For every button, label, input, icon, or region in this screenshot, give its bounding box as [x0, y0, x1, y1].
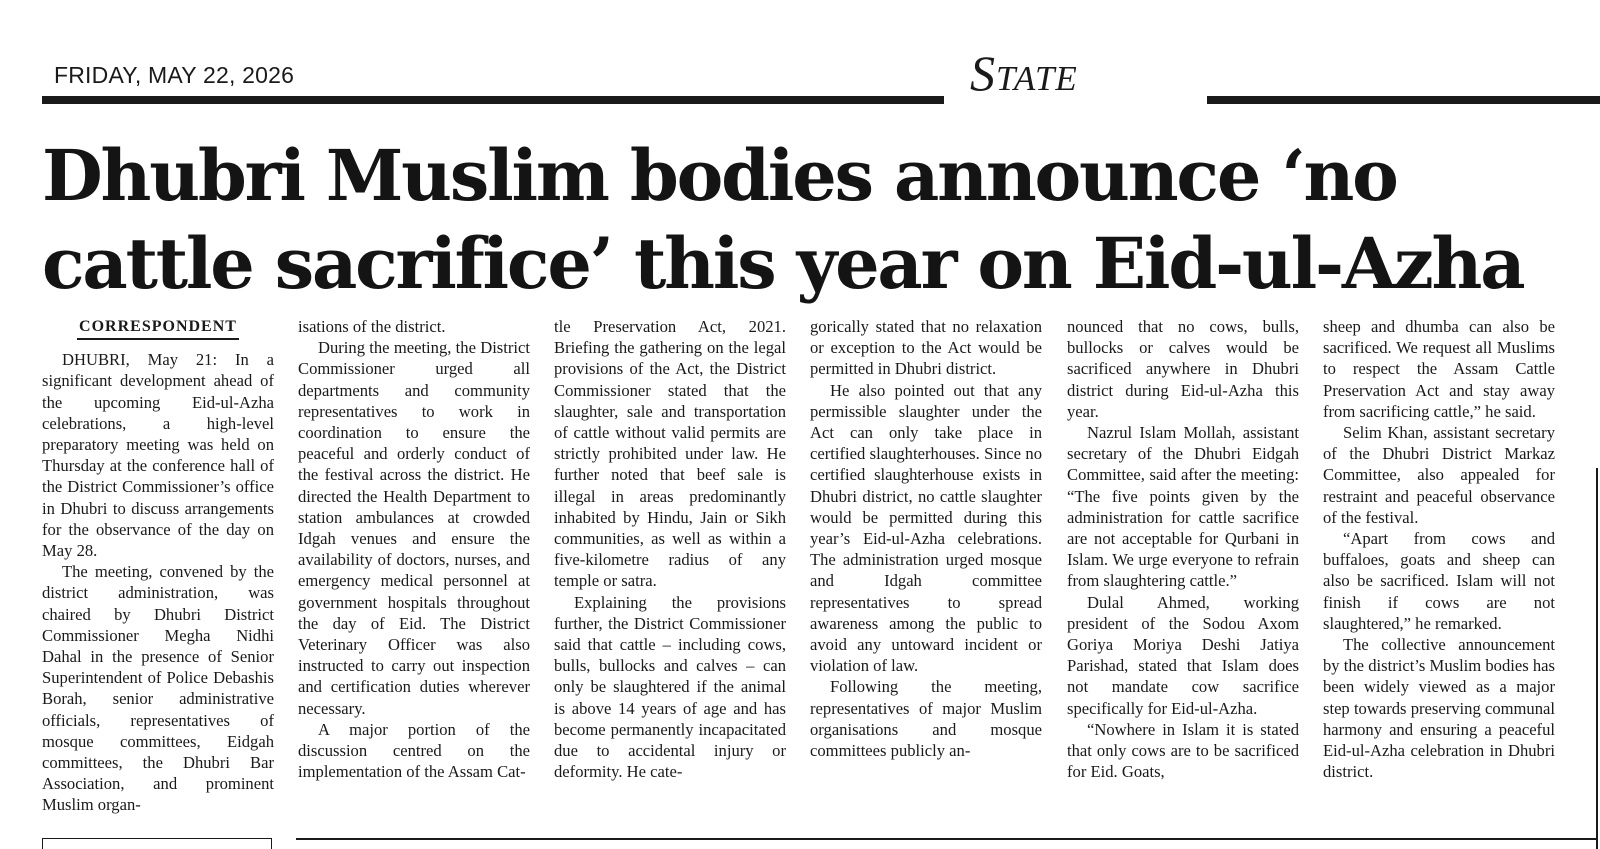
paragraph: gorically stated that no relaxation or exception to the Act would be permitted in Dhubri district. — [810, 317, 1042, 379]
article-column-2 — [298, 316, 530, 828]
paragraph: DHUBRI, May 21: In a significant development ahead of the upcoming Eid-ul-Azha celebrations, a high-level preparatory meeting was held on Thursday at the conference hall of the District Commissioner’s office in Dhubri to discuss arrangements for the observance of the day on May 28. — [42, 350, 274, 561]
paragraph: A major portion of the discussion centred on the implementation of the Assam Cat- — [298, 719, 530, 782]
paragraph: Dulal Ahmed, working president of the Sodou Axom Goriya Moriya Deshi Jatiya Parishad, stated that Islam does not mandate cow sacrifice specifically for Eid-ul-Azha. — [1067, 592, 1299, 718]
header-rule-left — [42, 96, 944, 104]
paragraph: “Apart from cows and buffaloes, goats and sheep can also be sacrificed. Islam will not finish if cows are not slaughtered,” he remarked. — [1323, 529, 1555, 633]
paragraph: Explaining the provisions further, the District Commissioner said that cattle – including cows, bulls, bullocks and calves – can only be slaughtered if the animal is above 14 years of age and has become permanently incapacitated due to accidental injury or deformity. He cate- — [554, 592, 786, 782]
byline-text: CORRESPONDENT — [77, 318, 239, 340]
paragraph: isations of the district. — [298, 317, 446, 336]
article-body — [42, 316, 1592, 828]
article-column-6 — [1323, 316, 1555, 828]
article-headline: Dhubri Muslim bodies announce ‘no cattle sacrifice’ this year on Eid-ul-Azha — [42, 134, 1524, 305]
paragraph: Following the meeting, representatives of major Muslim organisations and mosque committees publicly an- — [810, 677, 1042, 761]
publication-date: FRIDAY, MAY 22, 2026 — [54, 62, 295, 88]
paragraph: The collective announcement by the district’s Muslim bodies has been widely viewed as a major step towards preserving communal harmony and ensuring a peaceful Eid-ul-Azha celebration in Dhubri district. — [1323, 635, 1555, 782]
header-rule-right — [1207, 96, 1600, 104]
paragraph: “Nowhere in Islam it is stated that only cows are to be sacrificed for Eid. Goats, — [1067, 719, 1299, 782]
paragraph: During the meeting, the District Commissioner urged all departments and community representatives to work in coordination to ensure the peaceful and orderly conduct of the festival across the district. He directed the Health Department to station ambulances at crowded Idgah venues and ensure the availability of doctors, nurses, and emergency medical personnel at government hospitals throughout the day of Eid. The District Veterinary Officer was also instructed to carry out inspection and certification duties wherever necessary. — [298, 338, 530, 718]
byline — [42, 316, 274, 337]
section-title: State — [970, 45, 1078, 101]
paragraph: sheep and dhumba can also be sacrificed. We request all Muslims to respect the Assam Cattle Preservation Act and stay away from sacrificing cattle,” he said. — [1323, 317, 1555, 421]
article-column-4 — [810, 316, 1042, 828]
paragraph: Selim Khan, assistant secretary of the Dhubri District Markaz Committee, also appealed for restraint and peaceful observance of the festival. — [1323, 423, 1555, 527]
paragraph: The meeting, convened by the district administration, was chaired by Dhubri District Commissioner Megha Nidhi Dahal in the presence of Senior Superintendent of Police Debashis Borah, senior administrative officials, representatives of mosque committees, Eidgah committees, the Dhubri Bar Association, and prominent Muslim organ- — [42, 562, 274, 815]
article-column-3 — [554, 316, 786, 828]
paragraph: He also pointed out that any permissible slaughter under the Act can only take place in certified slaughterhouses. Since no certified slaughterhouse exists in Dhubri district, no cattle slaughter would be permitted during this year’s Eid-ul-Azha celebrations. The administration urged mosque and Idgah committee representatives to spread awareness among the public to avoid any untoward incident or violation of law. — [810, 380, 1042, 676]
bottom-rule — [296, 838, 1596, 840]
right-edge-line — [1596, 468, 1598, 849]
article-column-5 — [1067, 316, 1299, 828]
page-header — [0, 0, 1600, 125]
article-column-1 — [42, 316, 274, 828]
paragraph: tle Preservation Act, 2021. Briefing the gathering on the legal provisions of the Act, the District Commissioner stated that the slaughter, sale and transportation of cattle without valid permits are strictly prohibited under law. He further noted that beef sale is illegal in areas predominantly inhabited by Hindu, Jain or Sikh communities, as well as within a five-kilometre radius of any temple or satra. — [554, 317, 786, 591]
bottom-box-edge — [42, 838, 272, 849]
paragraph: nounced that no cows, bulls, bullocks or calves would be sacrificed anywhere in Dhubri district during Eid-ul-Azha this year. — [1067, 317, 1299, 421]
paragraph: Nazrul Islam Mollah, assistant secretary of the Dhubri Eidgah Committee, said after the meeting: “The five points given by the administration for cattle sacrifice are not acceptable for Qurbani in Islam. We urge everyone to refrain from slaughtering cattle.” — [1067, 423, 1299, 591]
